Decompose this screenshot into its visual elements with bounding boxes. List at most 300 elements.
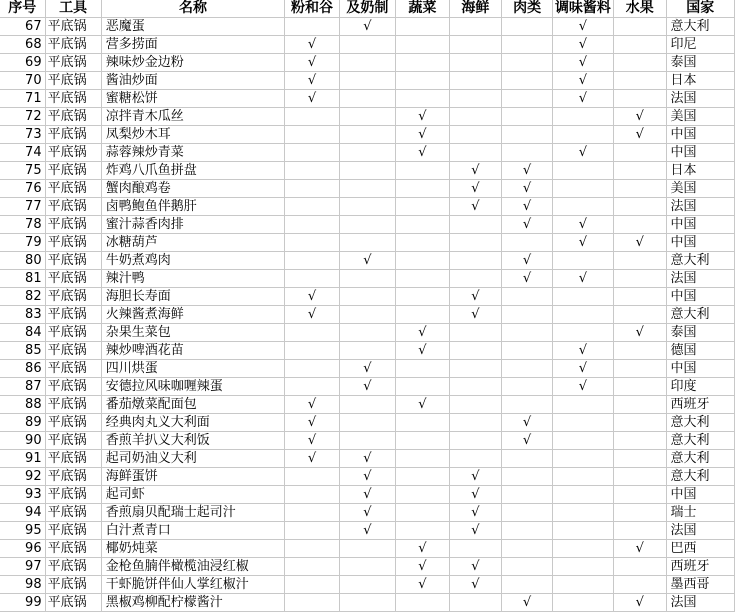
cell-seafood[interactable] — [449, 108, 502, 126]
cell-seasoning[interactable] — [552, 108, 613, 126]
cell-meat[interactable] — [502, 396, 553, 414]
cell-seafood[interactable] — [449, 396, 502, 414]
cell-id[interactable]: 99 — [0, 594, 45, 612]
cell-id[interactable]: 86 — [0, 360, 45, 378]
cell-seasoning[interactable] — [552, 306, 613, 324]
cell-name[interactable]: 牛奶煮鸡肉 — [101, 252, 285, 270]
cell-fruit[interactable]: √ — [613, 108, 666, 126]
cell-tool[interactable]: 平底锅 — [45, 486, 101, 504]
cell-vegetable[interactable] — [396, 216, 450, 234]
cell-tool[interactable]: 平底锅 — [45, 90, 101, 108]
cell-dairy[interactable] — [339, 594, 395, 612]
cell-seafood[interactable] — [449, 414, 502, 432]
cell-seafood[interactable] — [449, 234, 502, 252]
cell-vegetable[interactable] — [396, 594, 450, 612]
cell-dairy[interactable]: √ — [339, 378, 395, 396]
cell-meat[interactable] — [502, 288, 553, 306]
cell-dairy[interactable] — [339, 396, 395, 414]
cell-fruit[interactable] — [613, 486, 666, 504]
cell-fruit[interactable] — [613, 558, 666, 576]
cell-tool[interactable]: 平底锅 — [45, 288, 101, 306]
cell-id[interactable]: 78 — [0, 216, 45, 234]
cell-fruit[interactable] — [613, 504, 666, 522]
cell-tool[interactable]: 平底锅 — [45, 522, 101, 540]
cell-name[interactable]: 卤鸭鲍鱼伴鹅肝 — [101, 198, 285, 216]
cell-fruit[interactable] — [613, 72, 666, 90]
cell-name[interactable]: 海胆长寿面 — [101, 288, 285, 306]
cell-seafood[interactable] — [449, 72, 502, 90]
cell-meat[interactable] — [502, 450, 553, 468]
cell-fruit[interactable] — [613, 36, 666, 54]
cell-meat[interactable] — [502, 108, 553, 126]
cell-dairy[interactable] — [339, 72, 395, 90]
cell-fruit[interactable] — [613, 180, 666, 198]
cell-seasoning[interactable] — [552, 468, 613, 486]
cell-tool[interactable]: 平底锅 — [45, 450, 101, 468]
cell-id[interactable]: 75 — [0, 162, 45, 180]
cell-seasoning[interactable] — [552, 540, 613, 558]
cell-grain[interactable]: √ — [285, 396, 339, 414]
cell-fruit[interactable] — [613, 270, 666, 288]
cell-seafood[interactable]: √ — [449, 198, 502, 216]
cell-meat[interactable] — [502, 378, 553, 396]
cell-fruit[interactable] — [613, 306, 666, 324]
cell-dairy[interactable] — [339, 270, 395, 288]
cell-meat[interactable] — [502, 360, 553, 378]
cell-name[interactable]: 冰糖葫芦 — [101, 234, 285, 252]
cell-seasoning[interactable] — [552, 252, 613, 270]
cell-meat[interactable]: √ — [502, 252, 553, 270]
cell-seafood[interactable]: √ — [449, 486, 502, 504]
cell-country[interactable]: 美国 — [666, 108, 734, 126]
cell-country[interactable]: 意大利 — [666, 18, 734, 36]
cell-name[interactable]: 火辣酱煮海鲜 — [101, 306, 285, 324]
cell-country[interactable]: 巴西 — [666, 540, 734, 558]
cell-grain[interactable] — [285, 540, 339, 558]
cell-id[interactable]: 67 — [0, 18, 45, 36]
cell-dairy[interactable] — [339, 306, 395, 324]
cell-seafood[interactable]: √ — [449, 306, 502, 324]
cell-fruit[interactable] — [613, 216, 666, 234]
cell-meat[interactable]: √ — [502, 270, 553, 288]
cell-fruit[interactable] — [613, 198, 666, 216]
cell-grain[interactable]: √ — [285, 432, 339, 450]
cell-seasoning[interactable]: √ — [552, 72, 613, 90]
cell-tool[interactable]: 平底锅 — [45, 36, 101, 54]
cell-grain[interactable] — [285, 126, 339, 144]
cell-id[interactable]: 91 — [0, 450, 45, 468]
cell-tool[interactable]: 平底锅 — [45, 540, 101, 558]
cell-dairy[interactable] — [339, 234, 395, 252]
cell-fruit[interactable] — [613, 522, 666, 540]
cell-tool[interactable]: 平底锅 — [45, 396, 101, 414]
cell-name[interactable]: 恶魔蛋 — [101, 18, 285, 36]
cell-vegetable[interactable] — [396, 252, 450, 270]
cell-name[interactable]: 酱油炒面 — [101, 72, 285, 90]
cell-seasoning[interactable] — [552, 558, 613, 576]
cell-seafood[interactable] — [449, 270, 502, 288]
cell-grain[interactable] — [285, 468, 339, 486]
cell-tool[interactable]: 平底锅 — [45, 126, 101, 144]
cell-dairy[interactable] — [339, 162, 395, 180]
cell-vegetable[interactable] — [396, 270, 450, 288]
cell-tool[interactable]: 平底锅 — [45, 18, 101, 36]
cell-seafood[interactable]: √ — [449, 504, 502, 522]
cell-vegetable[interactable] — [396, 360, 450, 378]
cell-id[interactable]: 97 — [0, 558, 45, 576]
cell-country[interactable]: 瑞士 — [666, 504, 734, 522]
cell-id[interactable]: 82 — [0, 288, 45, 306]
cell-seafood[interactable] — [449, 378, 502, 396]
cell-tool[interactable]: 平底锅 — [45, 270, 101, 288]
cell-name[interactable]: 起司奶油义大利 — [101, 450, 285, 468]
cell-name[interactable]: 凉拌青木瓜丝 — [101, 108, 285, 126]
cell-country[interactable]: 法国 — [666, 90, 734, 108]
cell-seasoning[interactable] — [552, 594, 613, 612]
cell-name[interactable]: 起司虾 — [101, 486, 285, 504]
cell-meat[interactable] — [502, 504, 553, 522]
cell-seasoning[interactable] — [552, 198, 613, 216]
cell-meat[interactable] — [502, 522, 553, 540]
cell-vegetable[interactable] — [396, 162, 450, 180]
cell-dairy[interactable]: √ — [339, 450, 395, 468]
cell-seafood[interactable]: √ — [449, 576, 502, 594]
cell-grain[interactable]: √ — [285, 36, 339, 54]
cell-name[interactable]: 蟹肉酿鸡卷 — [101, 180, 285, 198]
cell-name[interactable]: 四川烘蛋 — [101, 360, 285, 378]
cell-id[interactable]: 90 — [0, 432, 45, 450]
cell-seafood[interactable]: √ — [449, 288, 502, 306]
cell-country[interactable]: 日本 — [666, 72, 734, 90]
cell-vegetable[interactable] — [396, 72, 450, 90]
cell-dairy[interactable]: √ — [339, 486, 395, 504]
cell-vegetable[interactable] — [396, 522, 450, 540]
cell-meat[interactable] — [502, 558, 553, 576]
cell-dairy[interactable]: √ — [339, 522, 395, 540]
cell-vegetable[interactable]: √ — [396, 558, 450, 576]
cell-meat[interactable] — [502, 90, 553, 108]
cell-vegetable[interactable]: √ — [396, 126, 450, 144]
cell-fruit[interactable]: √ — [613, 594, 666, 612]
cell-name[interactable]: 辣汁鸭 — [101, 270, 285, 288]
cell-name[interactable]: 蜜汁蒜香肉排 — [101, 216, 285, 234]
cell-name[interactable]: 番茄燉菜配面包 — [101, 396, 285, 414]
cell-seafood[interactable] — [449, 342, 502, 360]
cell-seafood[interactable] — [449, 54, 502, 72]
cell-tool[interactable]: 平底锅 — [45, 198, 101, 216]
cell-country[interactable]: 意大利 — [666, 468, 734, 486]
cell-fruit[interactable]: √ — [613, 126, 666, 144]
cell-dairy[interactable]: √ — [339, 18, 395, 36]
cell-id[interactable]: 96 — [0, 540, 45, 558]
cell-seasoning[interactable] — [552, 180, 613, 198]
cell-seasoning[interactable]: √ — [552, 144, 613, 162]
cell-seafood[interactable]: √ — [449, 180, 502, 198]
cell-seasoning[interactable] — [552, 288, 613, 306]
cell-tool[interactable]: 平底锅 — [45, 180, 101, 198]
cell-country[interactable]: 意大利 — [666, 432, 734, 450]
cell-name[interactable]: 香煎羊扒义大利饭 — [101, 432, 285, 450]
cell-grain[interactable] — [285, 252, 339, 270]
cell-vegetable[interactable] — [396, 486, 450, 504]
cell-name[interactable]: 营多捞面 — [101, 36, 285, 54]
cell-grain[interactable] — [285, 504, 339, 522]
cell-tool[interactable]: 平底锅 — [45, 234, 101, 252]
cell-seafood[interactable] — [449, 252, 502, 270]
cell-seasoning[interactable] — [552, 504, 613, 522]
cell-meat[interactable] — [502, 576, 553, 594]
cell-vegetable[interactable] — [396, 450, 450, 468]
cell-meat[interactable]: √ — [502, 198, 553, 216]
cell-seasoning[interactable]: √ — [552, 360, 613, 378]
cell-tool[interactable]: 平底锅 — [45, 360, 101, 378]
cell-meat[interactable] — [502, 144, 553, 162]
cell-id[interactable]: 85 — [0, 342, 45, 360]
cell-seasoning[interactable]: √ — [552, 342, 613, 360]
cell-country[interactable]: 墨西哥 — [666, 576, 734, 594]
cell-name[interactable]: 香煎扇贝配瑞士起司汁 — [101, 504, 285, 522]
cell-id[interactable]: 98 — [0, 576, 45, 594]
cell-id[interactable]: 87 — [0, 378, 45, 396]
cell-fruit[interactable] — [613, 576, 666, 594]
cell-seafood[interactable] — [449, 126, 502, 144]
cell-country[interactable]: 法国 — [666, 522, 734, 540]
cell-tool[interactable]: 平底锅 — [45, 576, 101, 594]
cell-grain[interactable] — [285, 360, 339, 378]
cell-meat[interactable] — [502, 36, 553, 54]
cell-country[interactable]: 印尼 — [666, 36, 734, 54]
cell-name[interactable]: 经典肉丸义大利面 — [101, 414, 285, 432]
cell-seafood[interactable] — [449, 360, 502, 378]
cell-seafood[interactable]: √ — [449, 162, 502, 180]
cell-seasoning[interactable] — [552, 396, 613, 414]
cell-dairy[interactable] — [339, 576, 395, 594]
cell-grain[interactable]: √ — [285, 288, 339, 306]
cell-vegetable[interactable] — [396, 414, 450, 432]
cell-grain[interactable] — [285, 234, 339, 252]
cell-name[interactable]: 海鲜蛋饼 — [101, 468, 285, 486]
cell-country[interactable]: 中国 — [666, 234, 734, 252]
header-fruit[interactable]: 水果 — [613, 0, 666, 18]
header-grain[interactable]: 粉和谷 — [285, 0, 339, 18]
cell-fruit[interactable] — [613, 144, 666, 162]
cell-vegetable[interactable] — [396, 198, 450, 216]
cell-seafood[interactable] — [449, 90, 502, 108]
cell-fruit[interactable] — [613, 342, 666, 360]
cell-country[interactable]: 德国 — [666, 342, 734, 360]
cell-seafood[interactable]: √ — [449, 558, 502, 576]
cell-seafood[interactable] — [449, 432, 502, 450]
cell-grain[interactable] — [285, 558, 339, 576]
cell-meat[interactable]: √ — [502, 180, 553, 198]
cell-tool[interactable]: 平底锅 — [45, 594, 101, 612]
cell-country[interactable]: 法国 — [666, 198, 734, 216]
cell-grain[interactable] — [285, 18, 339, 36]
cell-country[interactable]: 法国 — [666, 270, 734, 288]
cell-seasoning[interactable]: √ — [552, 54, 613, 72]
cell-vegetable[interactable]: √ — [396, 576, 450, 594]
cell-grain[interactable]: √ — [285, 306, 339, 324]
cell-grain[interactable] — [285, 216, 339, 234]
header-id[interactable]: 序号 — [0, 0, 45, 18]
cell-tool[interactable]: 平底锅 — [45, 72, 101, 90]
cell-meat[interactable] — [502, 306, 553, 324]
cell-grain[interactable]: √ — [285, 414, 339, 432]
cell-country[interactable]: 中国 — [666, 288, 734, 306]
cell-dairy[interactable] — [339, 126, 395, 144]
cell-seafood[interactable] — [449, 450, 502, 468]
cell-tool[interactable]: 平底锅 — [45, 144, 101, 162]
cell-vegetable[interactable]: √ — [396, 342, 450, 360]
cell-tool[interactable]: 平底锅 — [45, 432, 101, 450]
cell-meat[interactable]: √ — [502, 162, 553, 180]
cell-country[interactable]: 意大利 — [666, 252, 734, 270]
cell-grain[interactable] — [285, 378, 339, 396]
cell-fruit[interactable] — [613, 18, 666, 36]
cell-seasoning[interactable]: √ — [552, 18, 613, 36]
cell-seasoning[interactable]: √ — [552, 234, 613, 252]
header-country[interactable]: 国家 — [666, 0, 734, 18]
cell-vegetable[interactable] — [396, 234, 450, 252]
cell-id[interactable]: 76 — [0, 180, 45, 198]
cell-country[interactable]: 意大利 — [666, 414, 734, 432]
cell-vegetable[interactable] — [396, 306, 450, 324]
cell-vegetable[interactable] — [396, 468, 450, 486]
cell-name[interactable]: 辣味炒金边粉 — [101, 54, 285, 72]
cell-dairy[interactable]: √ — [339, 252, 395, 270]
header-name[interactable]: 名称 — [101, 0, 285, 18]
cell-meat[interactable] — [502, 18, 553, 36]
cell-seafood[interactable]: √ — [449, 468, 502, 486]
cell-meat[interactable]: √ — [502, 594, 553, 612]
cell-tool[interactable]: 平底锅 — [45, 324, 101, 342]
cell-seasoning[interactable] — [552, 486, 613, 504]
cell-name[interactable]: 蜜糖松饼 — [101, 90, 285, 108]
cell-vegetable[interactable] — [396, 54, 450, 72]
cell-name[interactable]: 金枪鱼腩伴橄榄油浸红椒 — [101, 558, 285, 576]
cell-seafood[interactable] — [449, 36, 502, 54]
cell-seafood[interactable] — [449, 144, 502, 162]
cell-grain[interactable] — [285, 180, 339, 198]
cell-fruit[interactable] — [613, 414, 666, 432]
cell-seasoning[interactable] — [552, 432, 613, 450]
cell-tool[interactable]: 平底锅 — [45, 162, 101, 180]
cell-tool[interactable]: 平底锅 — [45, 216, 101, 234]
cell-id[interactable]: 93 — [0, 486, 45, 504]
cell-name[interactable]: 白汁煮青口 — [101, 522, 285, 540]
cell-vegetable[interactable] — [396, 432, 450, 450]
cell-tool[interactable]: 平底锅 — [45, 558, 101, 576]
cell-id[interactable]: 79 — [0, 234, 45, 252]
cell-meat[interactable] — [502, 342, 553, 360]
cell-seasoning[interactable] — [552, 414, 613, 432]
cell-vegetable[interactable]: √ — [396, 396, 450, 414]
cell-seasoning[interactable] — [552, 522, 613, 540]
cell-meat[interactable] — [502, 324, 553, 342]
cell-vegetable[interactable] — [396, 36, 450, 54]
cell-fruit[interactable] — [613, 450, 666, 468]
cell-meat[interactable] — [502, 468, 553, 486]
cell-id[interactable]: 92 — [0, 468, 45, 486]
cell-dairy[interactable] — [339, 144, 395, 162]
cell-fruit[interactable] — [613, 54, 666, 72]
cell-seafood[interactable] — [449, 216, 502, 234]
cell-id[interactable]: 74 — [0, 144, 45, 162]
cell-name[interactable]: 炸鸡八爪鱼拼盘 — [101, 162, 285, 180]
cell-dairy[interactable] — [339, 288, 395, 306]
cell-grain[interactable] — [285, 594, 339, 612]
cell-name[interactable]: 椰奶炖菜 — [101, 540, 285, 558]
cell-grain[interactable] — [285, 108, 339, 126]
cell-vegetable[interactable]: √ — [396, 108, 450, 126]
cell-id[interactable]: 83 — [0, 306, 45, 324]
cell-dairy[interactable] — [339, 540, 395, 558]
cell-grain[interactable] — [285, 342, 339, 360]
cell-id[interactable]: 95 — [0, 522, 45, 540]
cell-name[interactable]: 干虾脆饼伴仙人掌红椒汁 — [101, 576, 285, 594]
cell-tool[interactable]: 平底锅 — [45, 342, 101, 360]
cell-fruit[interactable]: √ — [613, 540, 666, 558]
cell-seasoning[interactable]: √ — [552, 36, 613, 54]
cell-country[interactable]: 美国 — [666, 180, 734, 198]
cell-tool[interactable]: 平底锅 — [45, 414, 101, 432]
cell-meat[interactable] — [502, 72, 553, 90]
cell-dairy[interactable] — [339, 198, 395, 216]
cell-seasoning[interactable] — [552, 324, 613, 342]
cell-fruit[interactable] — [613, 360, 666, 378]
cell-dairy[interactable] — [339, 342, 395, 360]
cell-id[interactable]: 73 — [0, 126, 45, 144]
cell-meat[interactable]: √ — [502, 216, 553, 234]
cell-country[interactable]: 意大利 — [666, 450, 734, 468]
cell-meat[interactable]: √ — [502, 432, 553, 450]
cell-seasoning[interactable] — [552, 162, 613, 180]
cell-country[interactable]: 中国 — [666, 360, 734, 378]
cell-vegetable[interactable]: √ — [396, 540, 450, 558]
cell-id[interactable]: 71 — [0, 90, 45, 108]
cell-grain[interactable] — [285, 522, 339, 540]
cell-tool[interactable]: 平底锅 — [45, 54, 101, 72]
cell-fruit[interactable] — [613, 432, 666, 450]
cell-fruit[interactable] — [613, 162, 666, 180]
cell-seasoning[interactable] — [552, 450, 613, 468]
cell-vegetable[interactable]: √ — [396, 144, 450, 162]
cell-meat[interactable] — [502, 540, 553, 558]
cell-grain[interactable] — [285, 270, 339, 288]
cell-dairy[interactable] — [339, 558, 395, 576]
cell-id[interactable]: 94 — [0, 504, 45, 522]
cell-dairy[interactable]: √ — [339, 468, 395, 486]
cell-name[interactable]: 黑椒鸡柳配柠檬酱汁 — [101, 594, 285, 612]
cell-grain[interactable] — [285, 198, 339, 216]
cell-dairy[interactable] — [339, 108, 395, 126]
cell-grain[interactable]: √ — [285, 90, 339, 108]
cell-seasoning[interactable]: √ — [552, 216, 613, 234]
cell-dairy[interactable] — [339, 414, 395, 432]
cell-vegetable[interactable] — [396, 90, 450, 108]
cell-country[interactable]: 中国 — [666, 486, 734, 504]
cell-seasoning[interactable] — [552, 576, 613, 594]
cell-fruit[interactable] — [613, 252, 666, 270]
header-vegetable[interactable]: 蔬菜 — [396, 0, 450, 18]
cell-vegetable[interactable] — [396, 18, 450, 36]
cell-grain[interactable] — [285, 324, 339, 342]
cell-seasoning[interactable]: √ — [552, 378, 613, 396]
cell-dairy[interactable]: √ — [339, 504, 395, 522]
cell-id[interactable]: 88 — [0, 396, 45, 414]
cell-country[interactable]: 中国 — [666, 216, 734, 234]
cell-country[interactable]: 泰国 — [666, 324, 734, 342]
